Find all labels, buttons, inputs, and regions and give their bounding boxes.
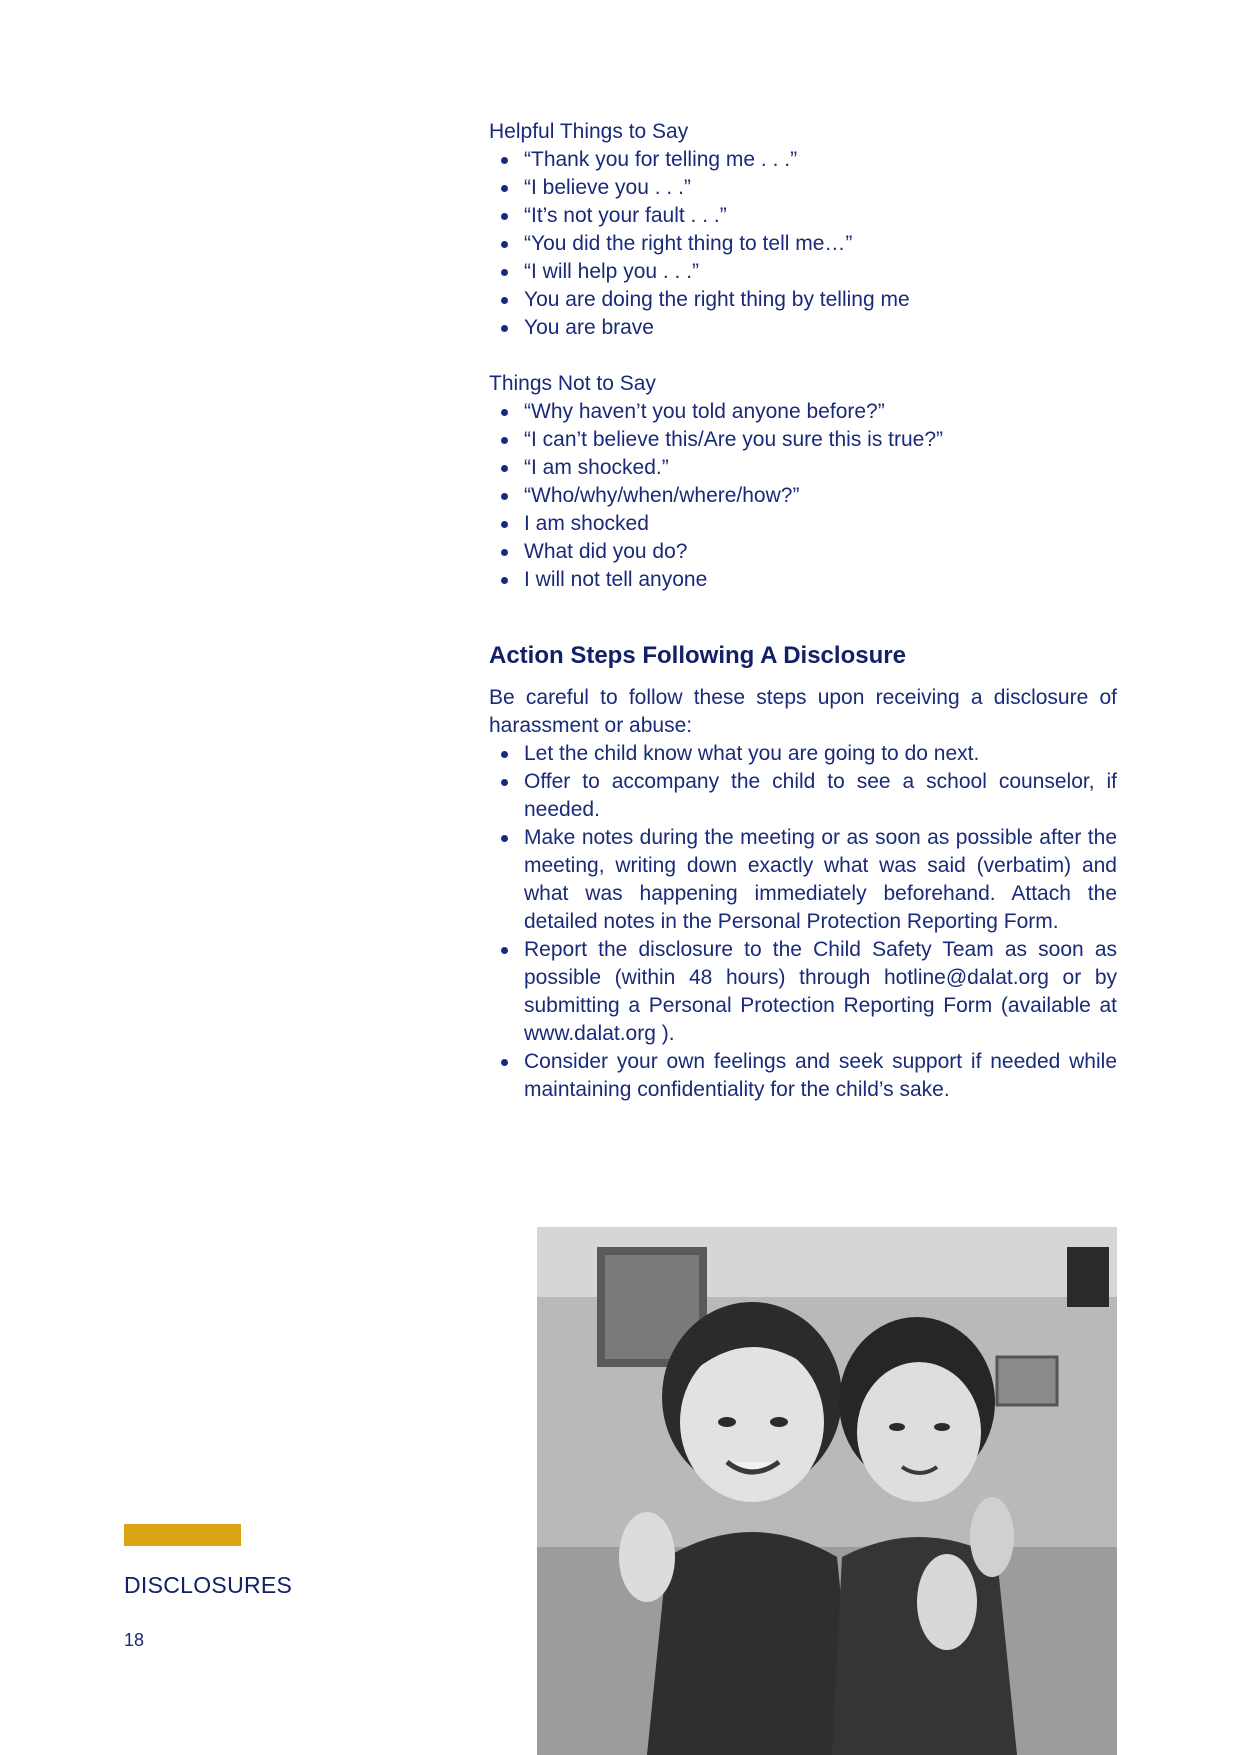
helpful-things-heading: Helpful Things to Say xyxy=(489,120,689,143)
list-item: “I can’t believe this/Are you sure this is true?” xyxy=(489,426,1117,454)
spacer xyxy=(489,342,1117,370)
list-item: You are doing the right thing by telling me xyxy=(489,286,1117,314)
list-item: “I believe you . . .” xyxy=(489,174,1117,202)
action-steps-section xyxy=(489,640,1117,1104)
list-item: Let the child know what you are going to do next. xyxy=(489,740,1117,768)
footer-section-title: DISCLOSURES xyxy=(124,1572,293,1598)
list-item: “Thank you for telling me . . .” xyxy=(489,146,1117,174)
children-photo xyxy=(537,1227,1117,1755)
action-steps-intro: Be careful to follow these steps upon receiving a disclosure of harassment or abuse: xyxy=(489,686,1117,737)
things-not-to-say-heading: Things Not to Say xyxy=(489,372,656,395)
children-photo-illustration xyxy=(537,1227,1117,1755)
list-item: “You did the right thing to tell me…” xyxy=(489,230,1117,258)
things-not-to-say-section xyxy=(489,370,1117,594)
list-item: What did you do? xyxy=(489,538,1117,566)
list-item: “Why haven’t you told anyone before?” xyxy=(489,398,1117,426)
list-item: Report the disclosure to the Child Safety Team as soon as possible (within 48 hours) through hotline@dalat.org or by submitting a Personal Protection Reporting Form (available at www.dalat.org ). xyxy=(489,936,1117,1048)
page-number: 18 xyxy=(124,1630,145,1650)
list-item: Make notes during the meeting or as soon as possible after the meeting, writing down exactly what was said (verbatim) and what was happening immediately beforehand. Attach the detailed notes in the Personal Protection Reporting Form. xyxy=(489,824,1117,936)
list-item: You are brave xyxy=(489,314,1117,342)
list-item: “It’s not your fault . . .” xyxy=(489,202,1117,230)
things-not-to-say-list xyxy=(489,398,1117,594)
list-item: “I will help you . . .” xyxy=(489,258,1117,286)
helpful-things-list xyxy=(489,146,1117,342)
action-steps-list xyxy=(489,740,1117,1104)
list-item: I am shocked xyxy=(489,510,1117,538)
list-item: “Who/why/when/where/how?” xyxy=(489,482,1117,510)
section-title: Action Steps Following A Disclosure xyxy=(489,642,906,669)
list-item: Offer to accompany the child to see a school counselor, if needed. xyxy=(489,768,1117,824)
main-content xyxy=(489,118,1117,1104)
list-item: I will not tell anyone xyxy=(489,566,1117,594)
section-accent-bar xyxy=(124,1524,241,1546)
list-item: Consider your own feelings and seek support if needed while maintaining confidentiality for the child’s sake. xyxy=(489,1048,1117,1104)
helpful-things-section xyxy=(489,118,1117,342)
spacer xyxy=(489,594,1117,640)
list-item: “I am shocked.” xyxy=(489,454,1117,482)
